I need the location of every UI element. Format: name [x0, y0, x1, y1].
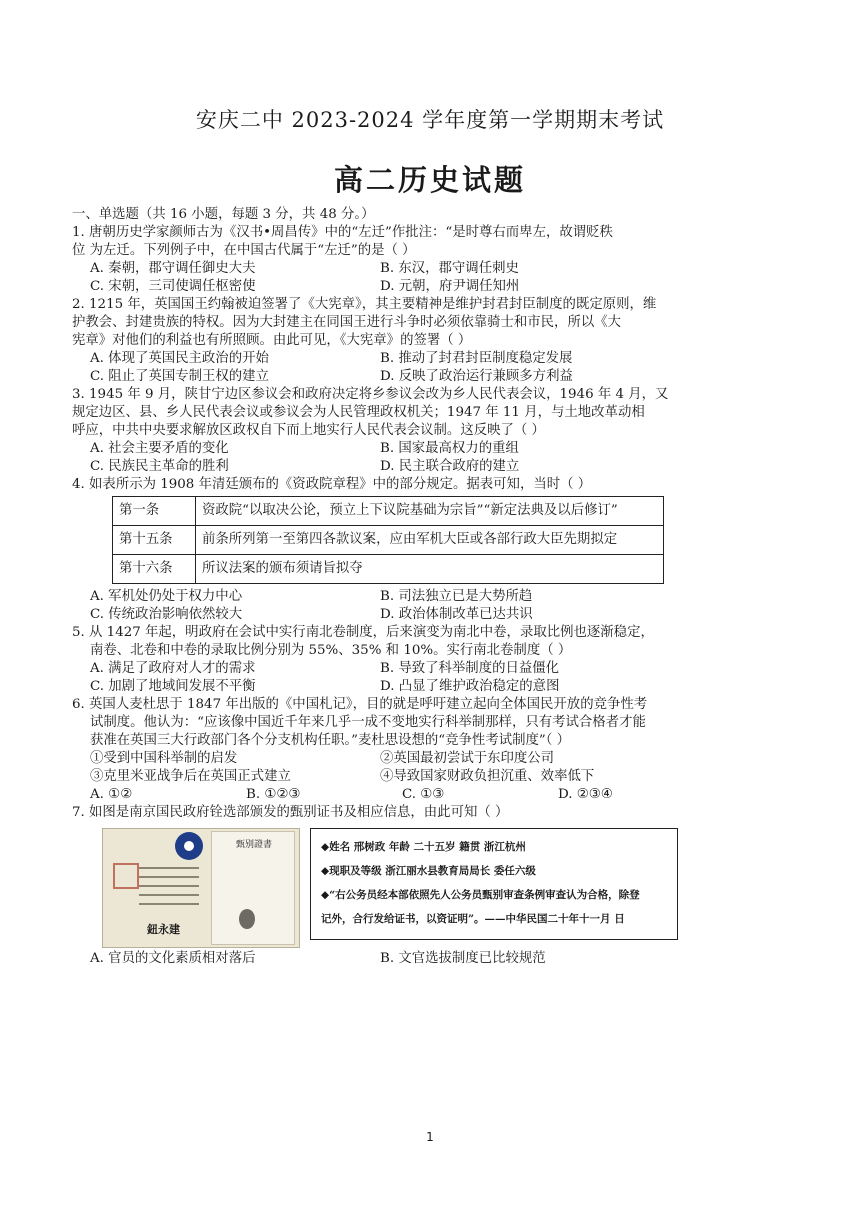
option-b: B. 司法独立已是大势所趋 [380, 589, 533, 604]
option-b: B. 国家最高权力的重组 [380, 441, 519, 456]
option-a: A. 社会主要矛盾的变化 [90, 441, 229, 456]
question-text: 4. 如表所示为 1908 年清廷颁布的《资政院章程》中的部分规定。据表可知，当时（ ） [72, 477, 592, 492]
question-text: 护教会、封建贵族的特权。因为大封建主在同国王进行斗争时必须依靠骑士和市民，所以《大 [72, 315, 622, 330]
info-line: ◆姓名 邢树政 年龄 二十五岁 籍贯 浙江杭州 [321, 841, 526, 853]
table-cell-article: 第十六条 [113, 555, 196, 584]
question-5 [72, 624, 722, 696]
option-d: D. 凸显了维护政治稳定的意图 [380, 679, 560, 694]
section-heading: 一、单选题（共 16 小题，每题 3 分，共 48 分。） [72, 207, 375, 222]
table-cell-text: 资政院“以取决公论，预立上下议院基础为宗旨”“新定法典及以后修订” [196, 497, 664, 526]
regulation-table [112, 496, 664, 584]
option-a: A. 体现了英国民主政治的开始 [90, 351, 269, 366]
option-c: C. 宋朝，三司使调任枢密使 [90, 279, 256, 294]
option-b: B. 文官选拔制度已比较规范 [380, 951, 546, 966]
certificate-image [102, 828, 300, 948]
option-d: D. ②③④ [558, 787, 613, 802]
question-text: 南卷、北卷和中卷的录取比例分别为 55%、35% 和 10%。实行南北卷制度（ ） [90, 643, 572, 658]
option-c: C. 阻止了英国专制王权的建立 [90, 369, 269, 384]
table-row [113, 555, 664, 584]
question-content [72, 206, 722, 968]
question-text: 试制度。他认为：“应该像中国近千年来几乎一成不变地实行科举制那样，只有考试合格者才能 [90, 715, 646, 730]
question-text: 2. 1215 年，英国国王约翰被迫签署了《大宪章》，其主要精神是维护封君封臣制度的既定原则，维 [72, 297, 657, 312]
certificate-info-box [310, 828, 678, 940]
option-c: C. 传统政治影响依然较大 [90, 607, 243, 622]
figure-row [102, 828, 722, 946]
question-text: 5. 从 1427 年起，明政府在会试中实行南北卷制度，后来演变为南北中卷，录取比例也逐渐稳定， [72, 625, 654, 640]
option-a: A. 官员的文化素质相对落后 [90, 951, 256, 966]
option-d: D. 民主联合政府的建立 [380, 459, 520, 474]
question-3 [72, 386, 722, 476]
stamp-icon [113, 863, 139, 889]
option-a: A. ①② [90, 787, 133, 802]
question-text: 规定边区、县、乡人民代表会议或参议会为人民管理政权机关；1947 年 11 月，与土地改革动相 [72, 405, 645, 420]
question-1 [72, 224, 722, 296]
option-b: B. 东汉，郡守调任刺史 [380, 261, 519, 276]
option-b: B. ①②③ [246, 787, 301, 802]
table-cell-text: 所议法案的颁布须请旨拟夺 [196, 555, 664, 584]
certificate-text-lines [139, 867, 199, 912]
option-b: B. 导致了科举制度的日益僵化 [380, 661, 560, 676]
option-d: D. 反映了政治运行兼顾多方利益 [380, 369, 573, 384]
portrait-photo [239, 909, 255, 929]
table-cell-article: 第十五条 [113, 526, 196, 555]
option-a: A. 军机处仍处于权力中心 [90, 589, 243, 604]
option-d: D. 政治体制改革已达共识 [380, 607, 533, 622]
option-c: C. 加剧了地域间发展不平衡 [90, 679, 256, 694]
question-text: 1. 唐朝历史学家颜师古为《汉书•周昌传》中的“左迁”作批注：“是时尊右而卑左，故谓贬秩 [72, 225, 613, 240]
statement-2: ②英国最初尝试于东印度公司 [380, 751, 555, 766]
option-a: A. 秦朝，郡守调任御史大夫 [90, 261, 256, 276]
table-cell-text: 前条所列第一至第四各款议案，应由军机大臣或各部行政大臣先期拟定 [196, 526, 664, 555]
option-c: C. ①③ [402, 787, 445, 802]
info-line: ◆现职及等级 浙江丽水县教育局局长 委任六级 [321, 865, 536, 877]
certificate-signature: 鈕永建 [147, 923, 180, 936]
question-4 [72, 476, 722, 624]
exam-title: 安庆二中 2023-2024 学年度第一学期期末考试 [195, 108, 665, 132]
table-row [113, 526, 664, 555]
info-line: ◆“右公务员经本部依照先人公务员甄别审查条例审查认为合格，除登 [321, 889, 640, 901]
option-a: A. 满足了政府对人才的需求 [90, 661, 256, 676]
certificate-heading: 甄别證書 [236, 840, 273, 850]
question-text: 6. 英国人麦杜思于 1847 年出版的《中国札记》，目的就是呼吁建立起向全体国民开放的竞争性考 [72, 697, 648, 712]
question-6 [72, 696, 722, 804]
question-text: 3. 1945 年 9 月，陕甘宁边区参议会和政府决定将乡参议会改为乡人民代表会议，1946 年 4 月，又 [72, 387, 669, 402]
table-row [113, 497, 664, 526]
question-text: 位 为左迁。下列例子中，在中国古代属于“左迁”的是（ ） [72, 243, 416, 258]
emblem-icon [175, 832, 203, 860]
option-d: D. 元朝，府尹调任知州 [380, 279, 520, 294]
statement-3: ③克里米亚战争后在英国正式建立 [90, 769, 291, 784]
table-cell-article: 第一条 [113, 497, 196, 526]
certificate-sheet [211, 831, 295, 945]
subject-title: 高二历史试题 [333, 163, 526, 197]
question-7 [72, 804, 722, 968]
page-number: 1 [426, 1130, 434, 1144]
question-text: 7. 如图是南京国民政府铨选部颁发的甄别证书及相应信息，由此可知（ ） [72, 805, 509, 820]
option-b: B. 推动了封君封臣制度稳定发展 [380, 351, 573, 366]
statement-4: ④导致国家财政负担沉重、效率低下 [380, 769, 595, 784]
option-c: C. 民族民主革命的胜利 [90, 459, 229, 474]
question-text: 获准在英国三大行政部门各个分支机构任职。”麦杜思设想的“竞争性考试制度”（ ） [90, 733, 571, 748]
info-line: 记外，合行发给证书，以资证明”。——中华民国二十年十一月 日 [321, 913, 625, 925]
question-2 [72, 296, 722, 386]
question-text: 宪章》对他们的利益也有所照顾。由此可见，《大宪章》的签署（ ） [72, 333, 472, 348]
statement-1: ①受到中国科举制的启发 [90, 751, 238, 766]
question-text: 呼应，中共中央要求解放区政权自下而上地实行人民代表会议制。这反映了（ ） [72, 423, 545, 438]
